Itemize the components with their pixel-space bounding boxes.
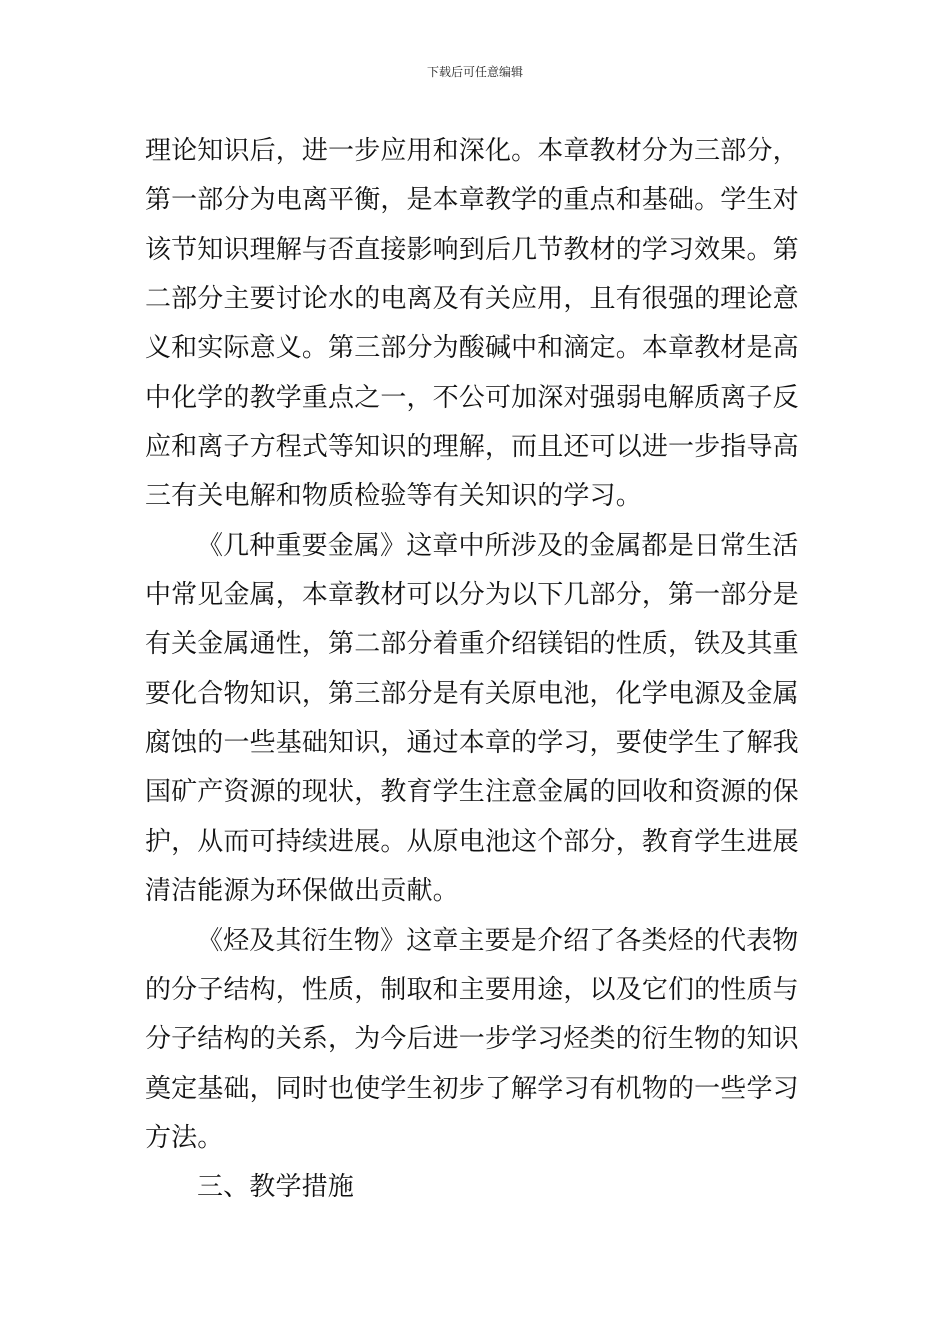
text-line: 的分子结构，性质，制取和主要用途，以及它们的性质与: [145, 974, 799, 1005]
text-line: 第一部分为电离平衡，是本章教学的重点和基础。学生对: [145, 185, 799, 216]
text-line: 方法。: [145, 1122, 224, 1153]
paragraph-start-line: 《几种重要金属》这章中所涉及的金属都是日常生活: [197, 530, 799, 561]
text-line: 有关金属通性，第二部分着重介绍镁铝的性质，铁及其重: [145, 629, 799, 660]
text-line: 中化学的教学重点之一，不公可加深对强弱电解质离子反: [145, 382, 799, 413]
text-line: 腐蚀的一些基础知识，通过本章的学习，要使学生了解我: [145, 728, 799, 759]
text-line: 奠定基础，同时也使学生初步了解学习有机物的一些学习: [145, 1073, 799, 1104]
text-line: 护，从而可持续进展。从原电池这个部分，教育学生进展: [145, 826, 799, 857]
body-text: [145, 127, 809, 1213]
page-header: 下载后可任意编辑: [426, 65, 523, 79]
text-line: 理论知识后，进一步应用和深化。本章教材分为三部分，: [145, 136, 799, 166]
text-line: 清洁能源为环保做出贡献。: [145, 876, 459, 907]
text-line: 二部分主要讨论水的电离及有关应用，且有很强的理论意: [145, 284, 799, 315]
paragraph-start-line: 《烃及其衍生物》这章主要是介绍了各类烃的代表物: [197, 925, 799, 956]
text-line: 义和实际意义。第三部分为酸碱中和滴定。本章教材是高: [145, 333, 799, 364]
text-line: 国矿产资源的现状，教育学生注意金属的回收和资源的保: [145, 777, 799, 808]
text-line: 应和离子方程式等知识的理解，而且还可以进一步指导高: [145, 432, 799, 463]
text-line: 要化合物知识，第三部分是有关原电池，化学电源及金属: [145, 678, 799, 709]
text-line: 该节知识理解与否直接影响到后几节教材的学习效果。第: [145, 234, 799, 265]
text-line: 分子结构的关系，为今后进一步学习烃类的衍生物的知识: [145, 1024, 799, 1055]
section-heading: 三、教学措施: [197, 1172, 354, 1203]
text-line: 中常见金属，本章教材可以分为以下几部分，第一部分是: [145, 580, 799, 611]
text-line: 三有关电解和物质检验等有关知识的学习。: [145, 481, 642, 512]
